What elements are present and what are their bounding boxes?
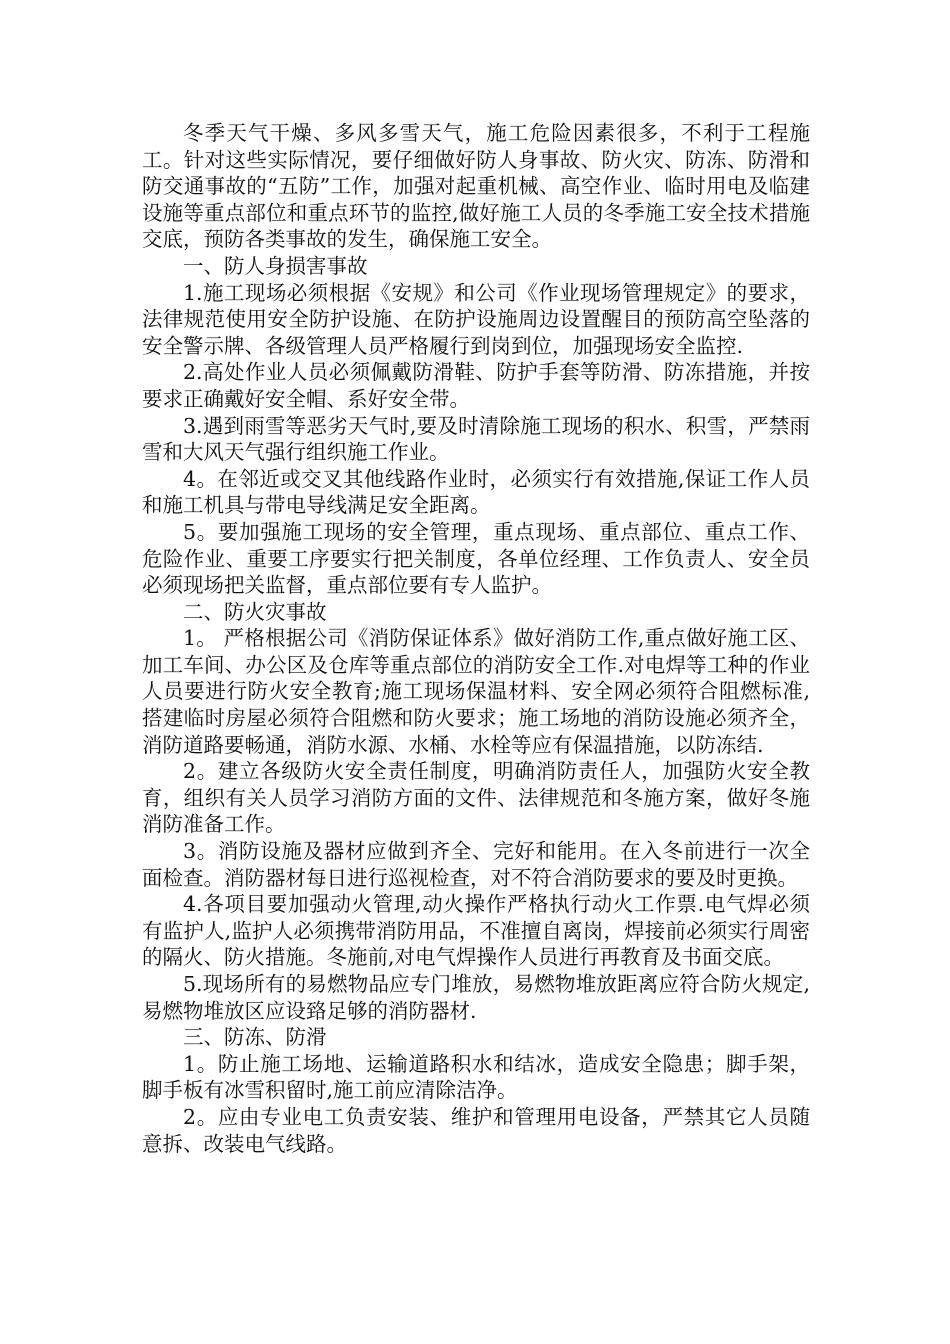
document-page — [142, 120, 810, 1157]
section-heading-freeze-slip: 三、防冻、防滑 — [183, 1025, 327, 1050]
section3-item-1: 1。防止施工场地、运输道路积水和结冰，造成安全隐患；脚手架，脚手板有冰雪积留时,施工前应清除洁净。 — [142, 1051, 810, 1103]
section1-item-4: 4。在邻近或交叉其他线路作业时，必须实行有效措施,保证工作人员和施工机具与带电导线满足安全距离。 — [142, 466, 810, 518]
intro-paragraph: 冬季天气干燥、多风多雪天气，施工危险因素很多，不利于工程施工。针对这些实际情况，要仔细做好防人身事故、防火灾、防冻、防滑和防交通事故的“五防”工作，加强对起重机械、高空作业、临时用电及临建设施等重点部位和重点环节的监控,做好施工人员的冬季施工安全技术措施交底，预防各类事故的发生，确保施工安全。 — [142, 121, 810, 252]
section1-item-2: 2.高处作业人员必须佩戴防滑鞋、防护手套等防滑、防冻措施，并按要求正确戴好安全帽、系好安全带。 — [142, 360, 810, 411]
section2-item-5: 5.现场所有的易燃物品应专门堆放，易燃物堆放距离应符合防火规定,易燃物堆放区应设臵足够的消防器材. — [142, 972, 810, 1023]
section2-item-1: 1。 严格根据公司《消防保证体系》做好消防工作,重点做好施工区、加工车间、办公区及仓库等重点部位的消防安全工作.对电焊等工种的作业人员要进行防火安全教育;施工现场保温材料、安全网必须符合阻燃标准,搭建临时房屋必须符合阻燃和防火要求；施工场地的消防设施必须齐全，消防道路要畅通，消防水源、水桶、水栓等应有保温措施，以防冻结. — [142, 626, 810, 757]
section1-item-5: 5。要加强施工现场的安全管理，重点现场、重点部位、重点工作、危险作业、重要工序要实行把关制度，各单位经理、工作负责人、安全员必须现场把关监督，重点部位要有专人监护。 — [142, 519, 810, 598]
section2-item-3: 3。消防设施及器材应做到齐全、完好和能用。在入冬前进行一次全面检查。消防器材每日进行巡视检查，对不符合消防要求的要及时更换。 — [142, 839, 810, 890]
section-heading-fire: 二、防火灾事故 — [183, 599, 327, 624]
section-heading-personal-injury: 一、防人身损害事故 — [183, 253, 368, 278]
section1-item-1: 1.施工现场必须根据《安规》和公司《作业现场管理规定》的要求，法律规范使用安全防护设施、在防护设施周边设置醒目的预防高空坠落的安全警示牌、各级管理人员严格履行到岗到位，加强现场安全监控. — [142, 280, 810, 358]
section3-item-2: 2。应由专业电工负责安装、维护和管理用电设备，严禁其它人员随意拆、改装电气线路。 — [142, 1104, 810, 1156]
section2-item-2: 2。建立各级防火安全责任制度，明确消防责任人，加强防火安全教育，组织有关人员学习消防方面的文件、法律规范和冬施方案，做好冬施消防准备工作。 — [142, 759, 810, 837]
section2-item-4: 4.各项目要加强动火管理,动火操作严格执行动火工作票.电气焊必须有监护人,监护人必须携带消防用品，不准擅自离岗，焊接前必须实行周密的隔火、防火措施。冬施前,对电气焊操作人员进行再教育及书面交底。 — [142, 892, 810, 970]
section1-item-3: 3.遇到雨雪等恶劣天气时,要及时清除施工现场的积水、积雪，严禁雨雪和大风天气强行组织施工作业。 — [142, 413, 810, 465]
